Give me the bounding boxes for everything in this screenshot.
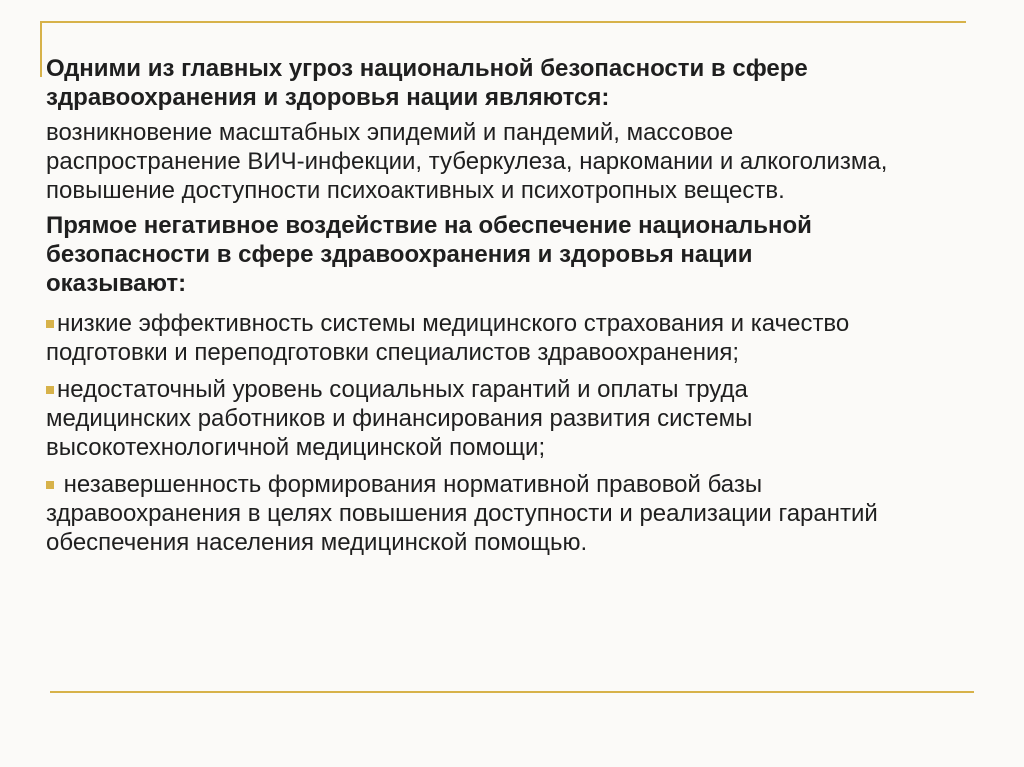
square-bullet-icon xyxy=(46,386,54,394)
top-divider xyxy=(40,21,966,23)
square-bullet-icon xyxy=(46,481,54,489)
list-item xyxy=(46,309,1024,367)
list-item xyxy=(46,375,1024,462)
square-bullet-icon xyxy=(46,320,54,328)
heading-negative-impact: Прямое негативное воздействие на обеспечение национальной безопасности в сфере здравоохранения и здоровья нации оказывают: xyxy=(46,212,812,297)
list-item xyxy=(46,470,1024,557)
list-item-text: недостаточный уровень социальных гарантий и оплаты труда медицинских работников и финансирования развития системы высокотехнологичной медицинской помощи; xyxy=(46,376,753,461)
list-item-text: незавершенность формирования нормативной правовой базы здравоохранения в целях повышения доступности и реализации гарантий обеспечения населения медицинской помощью. xyxy=(46,471,878,556)
slide-content xyxy=(46,54,1024,557)
heading-threats: Одними из главных угроз национальной безопасности в сфере здравоохранения и здоровья нации являются: xyxy=(46,55,808,111)
bottom-divider xyxy=(50,691,974,693)
left-accent-line xyxy=(40,21,42,77)
paragraph-threats: возникновение масштабных эпидемий и пандемий, массовое распространение ВИЧ-инфекции, туберкулеза, наркомании и алкоголизма, повышение доступности психоактивных и психотропных веществ. xyxy=(46,119,888,204)
list-item-text: низкие эффективность системы медицинского страхования и качество подготовки и переподготовки специалистов здравоохранения; xyxy=(46,310,850,366)
